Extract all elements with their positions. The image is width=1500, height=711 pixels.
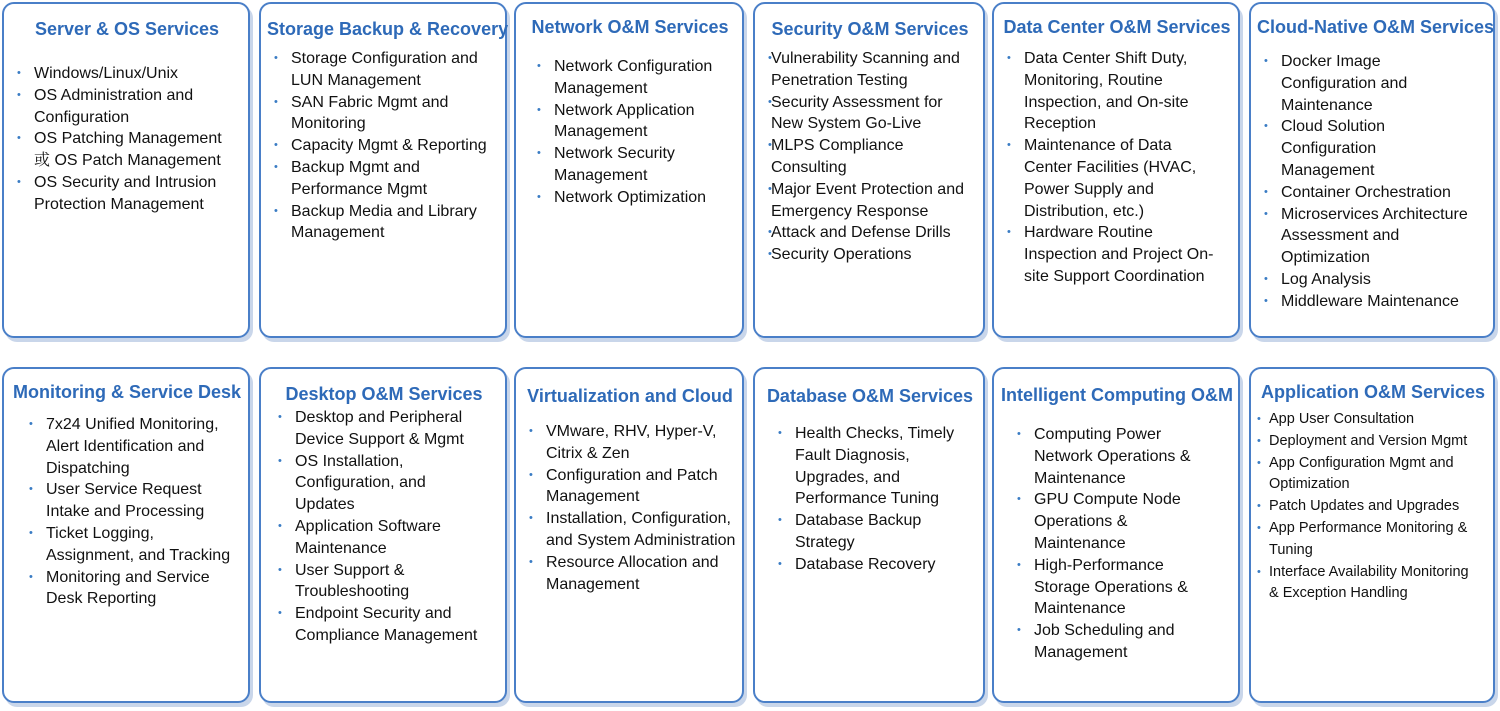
card-list [10, 414, 244, 610]
card-database [753, 367, 985, 703]
list-item: • Monitoring and Service Desk Reporting [22, 567, 244, 611]
list-item: • Security Operations [761, 244, 979, 266]
list-item: • Storage Configuration and LUN Management [267, 48, 501, 92]
list-item: • Health Checks, Timely Fault Diagnosis, Upgrades, and Performance Tuning [771, 423, 965, 510]
card-monitoring-service-desk [2, 367, 250, 703]
list-item: • Database Recovery [771, 554, 965, 576]
list-item: • Ticket Logging, Assignment, and Tracking [22, 523, 244, 567]
list-item: • Backup Mgmt and Performance Mgmt [267, 157, 501, 201]
list-item: • OS Patching Management 或 OS Patch Management [10, 128, 224, 172]
list-item: • VMware, RHV, Hyper-V, Citrix & Zen [522, 421, 738, 465]
card-list [10, 63, 244, 216]
list-item: • OS Security and Intrusion Protection Management [10, 172, 224, 216]
list-item: • MLPS Compliance Consulting [761, 135, 979, 179]
list-item: • App Performance Monitoring & Tuning [1257, 518, 1471, 562]
card-title: Desktop O&M Services [285, 384, 483, 404]
card-list [1000, 48, 1234, 288]
list-item: • OS Administration and Configuration [10, 85, 224, 129]
list-item: • Attack and Defense Drills [761, 222, 979, 244]
card-cloud-native [1249, 2, 1495, 338]
list-item: • High-Performance Storage Operations & Maintenance [1010, 555, 1214, 620]
card-title: Virtualization and Cloud [527, 386, 733, 406]
list-item: • App Configuration Mgmt and Optimization [1257, 453, 1471, 497]
list-item: • Capacity Mgmt & Reporting [267, 135, 501, 157]
card-list [267, 48, 501, 244]
card-list [522, 421, 738, 595]
card-list [761, 48, 979, 266]
card-server-os [2, 2, 250, 338]
card-data-center [992, 2, 1240, 338]
list-item: • Resource Allocation and Management [522, 552, 738, 596]
list-item: • Vulnerability Scanning and Penetration Testing [761, 48, 979, 92]
card-title: Server & OS Services [34, 19, 220, 39]
list-item: • Network Optimization [530, 187, 738, 209]
card-title: Storage Backup & Recovery [267, 19, 509, 39]
list-item: • Database Backup Strategy [771, 510, 965, 554]
list-item: • SAN Fabric Mgmt and Monitoring [267, 92, 501, 136]
list-item: • Patch Updates and Upgrades [1257, 496, 1471, 518]
card-title: Security O&M Services [771, 19, 969, 39]
list-item: • Security Assessment for New System Go-Live [761, 92, 979, 136]
card-security [753, 2, 985, 338]
list-item: • Job Scheduling and Management [1010, 620, 1214, 664]
list-item: • User Service Request Intake and Processing [22, 479, 244, 523]
list-item: • User Support & Troubleshooting [271, 560, 501, 604]
list-item: • Docker Image Configuration and Maintenance [1257, 51, 1489, 116]
list-item: • Middleware Maintenance [1257, 291, 1489, 313]
list-item: • Major Event Protection and Emergency Response [761, 179, 979, 223]
card-title: Cloud-Native O&M Services [1257, 17, 1495, 37]
list-item: • Windows/Linux/Unix [10, 63, 224, 85]
list-item: • Log Analysis [1257, 269, 1489, 291]
card-title: Intelligent Computing O&M [1001, 385, 1233, 405]
card-title: Application O&M Services [1260, 382, 1486, 402]
list-item: • Backup Media and Library Management [267, 201, 501, 245]
list-item: • Application Software Maintenance [271, 516, 501, 560]
card-network [514, 2, 744, 338]
list-item: • GPU Compute Node Operations & Maintenance [1010, 489, 1214, 554]
card-title: Network O&M Services [531, 17, 729, 37]
card-virtualization-cloud [514, 367, 744, 703]
list-item: • Hardware Routine Inspection and Project On-site Support Coordination [1000, 222, 1214, 287]
card-list [1257, 409, 1489, 605]
list-item: • App User Consultation [1257, 409, 1471, 431]
list-item: • 7x24 Unified Monitoring, Alert Identification and Dispatching [22, 414, 244, 479]
card-list [1000, 424, 1234, 664]
list-item: • Cloud Solution Configuration Management [1257, 116, 1489, 181]
card-list [522, 56, 738, 209]
card-storage-backup [259, 2, 507, 338]
list-item: • Deployment and Version Mgmt [1257, 431, 1471, 453]
list-item: • Maintenance of Data Center Facilities (HVAC, Power Supply and Distribution, etc.) [1000, 135, 1214, 222]
list-item: • Microservices Architecture Assessment and Optimization [1257, 204, 1489, 269]
list-item: • Network Configuration Management [530, 56, 738, 100]
list-item: • Container Orchestration [1257, 182, 1489, 204]
list-item: • Endpoint Security and Compliance Management [271, 603, 501, 647]
list-item: • Desktop and Peripheral Device Support & Mgmt [271, 407, 501, 451]
card-application [1249, 367, 1495, 703]
list-item: • Data Center Shift Duty, Monitoring, Routine Inspection, and On-site Reception [1000, 48, 1214, 135]
card-list [761, 423, 979, 576]
list-item: • Configuration and Patch Management [522, 465, 738, 509]
list-item: • OS Installation, Configuration, and Updates [271, 451, 501, 516]
card-list [267, 407, 501, 647]
card-title: Data Center O&M Services [1003, 17, 1231, 37]
card-desktop [259, 367, 507, 703]
card-list [1257, 51, 1489, 313]
list-item: • Interface Availability Monitoring & Exception Handling [1257, 562, 1471, 606]
card-title: Monitoring & Service Desk [12, 382, 242, 402]
list-item: • Network Application Management [530, 100, 738, 144]
list-item: • Installation, Configuration, and System Administration [522, 508, 738, 552]
list-item: • Computing Power Network Operations & Maintenance [1010, 424, 1214, 489]
card-title: Database O&M Services [766, 386, 974, 406]
list-item: • Network Security Management [530, 143, 738, 187]
card-intelligent-computing [992, 367, 1240, 703]
